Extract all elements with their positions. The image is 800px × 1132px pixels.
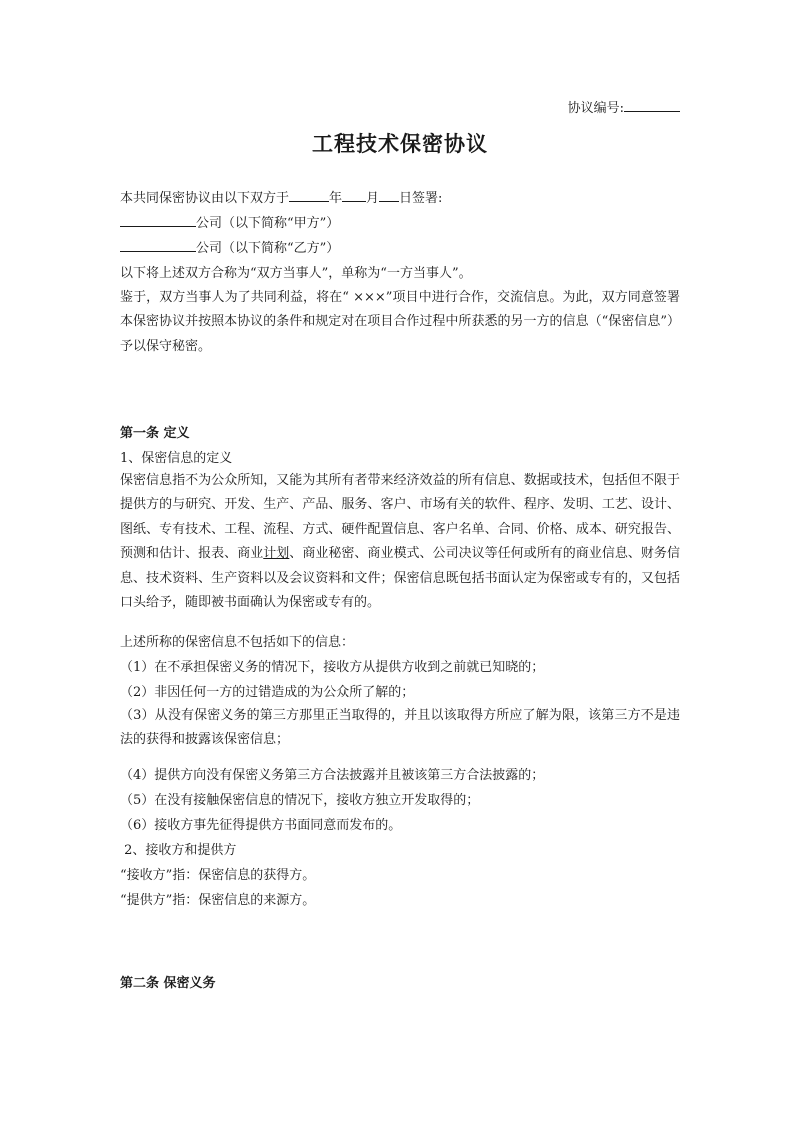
receiver-definition: “接收方”指：保密信息的获得方。 (120, 868, 316, 883)
agreement-number (568, 97, 680, 116)
year-blank (289, 189, 329, 202)
day-blank (379, 189, 399, 202)
article-2-heading: 第二条 保密义务 (120, 976, 216, 991)
article-1-sub1-title: 1、保密信息的定义 (120, 451, 233, 466)
party-a-line (120, 212, 339, 231)
party-b-line (120, 237, 339, 256)
article-1-sub2-title: 2、接收方和提供方 (120, 843, 237, 858)
month-blank (342, 189, 366, 202)
agreement-number-blank (624, 98, 680, 112)
exclusion-item-6: （6）接收方事先征得提供方书面同意而发布的。 (120, 818, 402, 833)
party-b-text: 公司（以下简称“乙方”） (196, 241, 340, 256)
article-1-heading: 第一条 定义 (120, 426, 190, 441)
signing-year: 年 (329, 191, 343, 206)
exclusions-intro: 上述所称的保密信息不包括如下的信息： (120, 635, 355, 650)
agreement-number-label: 协议编号: (567, 101, 624, 116)
signing-month: 月 (366, 191, 380, 206)
exclusion-item-4: （4）提供方向没有保密义务第三方合法披露并且被该第三方合法披露的； (120, 768, 545, 783)
signing-line (120, 187, 442, 206)
exclusion-item-5: （5）在没有接触保密信息的情况下，接收方独立开发取得的； (120, 793, 480, 808)
party-b-blank (120, 239, 196, 252)
document-title: 工程技术保密协议 (312, 131, 488, 156)
definition-underlined-term: 计划 (263, 546, 290, 562)
definition-paragraph (120, 469, 680, 615)
signing-day: 日签署: (399, 191, 443, 206)
exclusion-item-2: （2）非因任何一方的过错造成的为公众所了解的； (120, 685, 415, 700)
definition-text-2: 、商业秘密、商业模式、公司决议等任何或所有的商业信息、财务信息、技术资料、生产资料以及会议资料和文件；保密信息既包括书面认定为保密或专有的，又包括口头给予，随即被书面确认为保密或专有的。 (120, 546, 680, 611)
party-a-text: 公司（以下简称“甲方”） (196, 216, 340, 231)
party-a-blank (120, 214, 196, 227)
signing-prefix: 本共同保密协议由以下双方于 (120, 191, 290, 206)
exclusion-item-1: （1）在不承担保密义务的情况下，接收方从提供方收到之前就已知晓的； (120, 660, 545, 675)
exclusion-item-3: （3）从没有保密义务的第三方那里正当取得的，并且以该取得方所应了解为限，该第三方不是违法的获得和披露该保密信息； (120, 708, 680, 748)
collective-terms: 以下将上述双方合称为“双方当事人”，单称为“一方当事人”。 (120, 266, 472, 281)
provider-definition: “提供方”指：保密信息的来源方。 (120, 893, 316, 908)
definition-text-1: 保密信息指不为公众所知，又能为其所有者带来经济效益的所有信息、数据或技术，包括但不限于提供方的与研究、开发、生产、产品、服务、客户、市场有关的软件、程序、发明、工艺、设计、图纸、专有技术、工程、流程、方式、硬件配置信息、客户名单、合同、价格、成本、研究报告、预测和估计、报表、商业 (120, 473, 680, 562)
whereas-paragraph: 鉴于，双方当事人为了共同利益，将在“ ×××”项目中进行合作，交流信息。为此，双方同意签署本保密协议并按照本协议的条件和规定对在项目合作过程中所获悉的另一方的信息（“保密信息”）予以保守秘密。 (120, 290, 680, 354)
